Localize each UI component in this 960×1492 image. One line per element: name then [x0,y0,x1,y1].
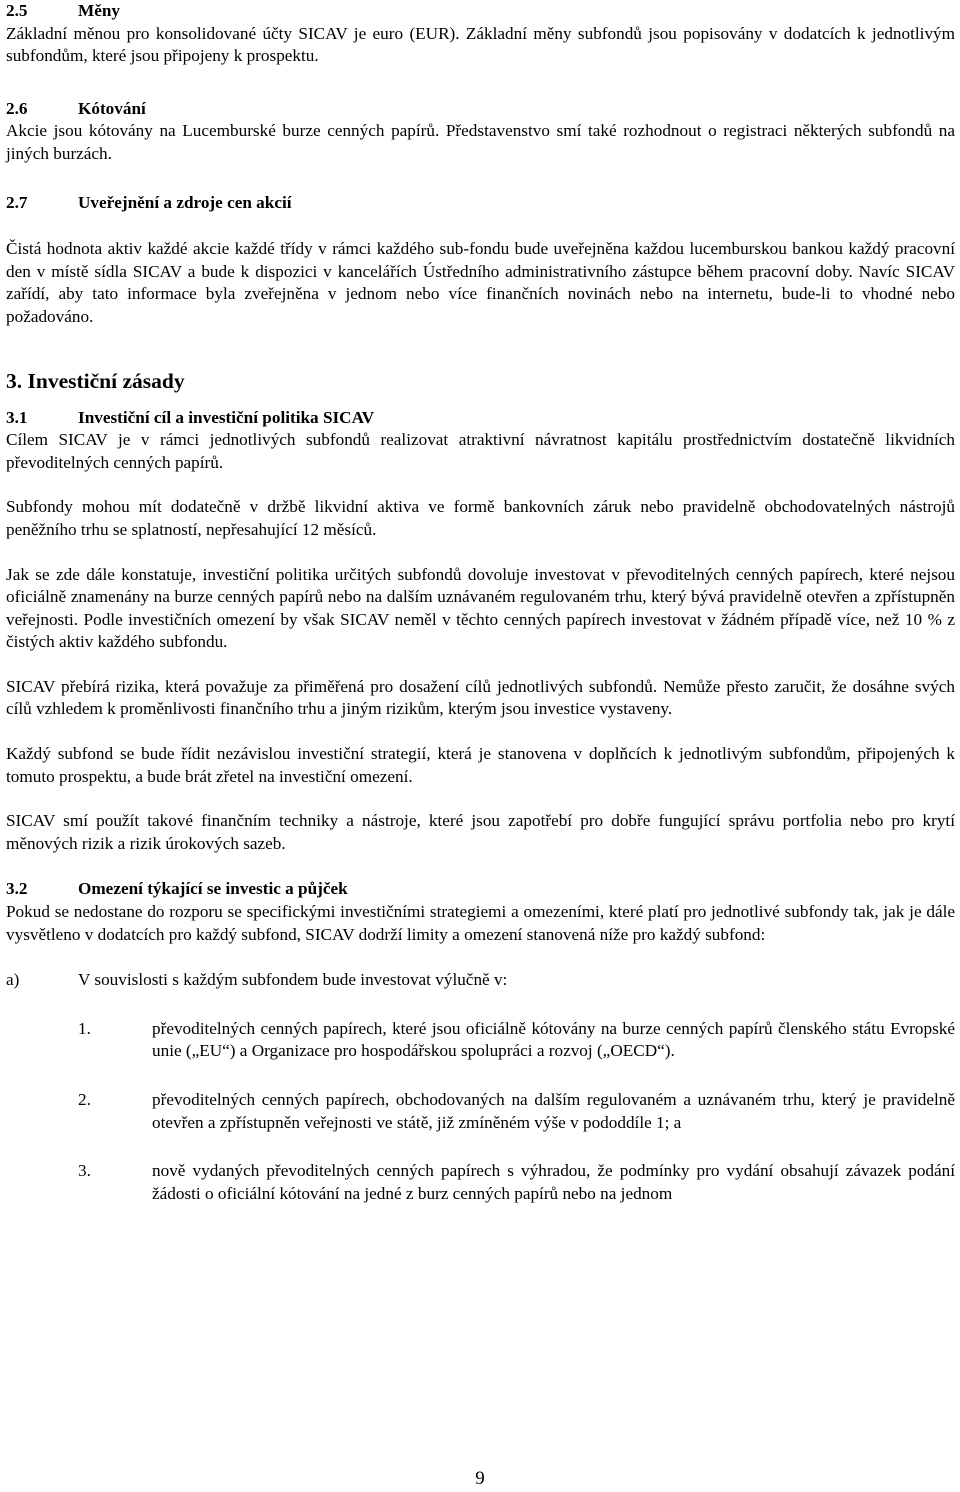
heading-3-1 [6,407,955,430]
heading-2-7 [6,192,955,215]
heading-3-2 [6,878,955,901]
heading-number: 3.1 [6,407,28,427]
list-item-2 [6,1089,955,1134]
section-heading-3: 3. Investiční zásady [6,368,185,393]
page-content [6,0,955,1205]
list-label: 1. [78,1018,91,1038]
heading-title: Kótování [78,98,146,118]
paragraph: Každý subfond se bude řídit nezávislou investiční strategií, která je stanovena v doplňcích k jednotlivým subfondům, připojených k tomuto prospektu, a bude brát zřetel na investiční omezení. [6,744,955,786]
paragraph: SICAV smí použít takové finančním techniky a nástroje, které jsou zapotřebí pro dobře fungující správu portfolia nebo pro krytí měnových rizik a rizik úrokových sazeb. [6,811,955,853]
heading-title: Měny [78,1,121,20]
list-label: 3. [78,1161,91,1181]
list-text: nově vydaných převoditelných cenných papírech s výhradou, že podmínky pro vydání obsahují závazek podání žádosti o oficiální kótování na jedné z burz cenných papírů nebo na jednom [152,1161,955,1203]
list-label: a) [6,970,20,990]
paragraph: Subfondy mohou mít dodatečně v držbě likvidní aktiva ve formě bankovních záruk nebo pravidelně obchodovatelných nástrojů peněžního trhu se splatností, nepřesahující 12 měsíců. [6,497,955,539]
heading-number: 2.5 [6,1,28,20]
paragraph: Akcie jsou kótovány na Lucemburské burze cenných papírů. Představenstvo smí také rozhodnout o registraci některých subfondů na jiných burzách. [6,121,955,163]
list-item-a [6,969,955,992]
heading-2-6 [6,98,955,121]
list-item-3 [6,1160,955,1205]
paragraph: Základní měnou pro konsolidované účty SICAV je euro (EUR). Základní měny subfondů jsou popisovány v dodatcích k jednotlivým subfondům, které jsou připojeny k prospektu. [6,23,955,66]
heading-title: Investiční cíl a investiční politika SICAV [78,407,375,427]
paragraph: Jak se zde dále konstatuje, investiční politika určitých subfondů dovoluje investovat v převoditelných cenných papírech, které nejsou oficiálně znamenány na burze cenných papírů nebo na dalším uznávaném regulovaném trhu, který bývá pravidelně otevřen a zpřístupněn veřejnosti. Podle investičních omezení by však SICAV neměl v těchto cenných papírech investovat v žádném případě více, než 10 % z čistých aktiv každého subfondu. [6,564,955,652]
paragraph: SICAV přebírá rizika, která považuje za přiměřená pro dosažení cílů jednotlivých subfondů. Nemůže přesto zaručit, že dosáhne svých cílů vzhledem k proměnlivosti finančního trhu a jiným rizikům, kterým jsou investice vystaveny. [6,676,955,719]
paragraph: Čistá hodnota aktiv každé akcie každé třídy v rámci každého sub-fondu bude uveřejněna každou lucemburskou bankou každý pracovní den v místě sídla SICAV a bude k dispozici v kancelářích Ústředního administrativního zástupce během pracovní doby. Navíc SICAV zařídí, aby tato informace byla zveřejněna v jednom nebo více finančních novinách nebo na internetu, bude-li to vhodné nebo požadováno. [6,239,955,326]
list-label: 2. [78,1090,91,1109]
paragraph: Pokud se nedostane do rozporu se specifickými investičními strategiemi a omezeními, které platí pro jednotlivé subfondy tak, jak je dále vysvětleno v dodatcích pro každý subfond, SICAV dodrží limity a omezení stanovená níže pro každý subfond: [6,902,955,944]
heading-title: Uveřejnění a zdroje cen akcií [78,192,292,212]
heading-number: 3.2 [6,879,28,899]
list-item-1 [6,1018,955,1063]
list-text: převoditelných cenných papírech, obchodovaných na dalším regulovaném a uznávaném trhu, který je pravidelně otevřen a zpřístupněn veřejnosti ve státě, již zmíněném výše v pododdíle 1; a [152,1090,955,1132]
heading-2-5 [6,0,955,23]
list-text: převoditelných cenných papírech, které jsou oficiálně kótovány na burze cenných papírů členského státu Evropské unie („EU“) a Organizace pro hospodářskou spolupráci a rozvoj („OECD“). [152,1018,955,1061]
heading-number: 2.6 [6,98,28,118]
heading-number: 2.7 [6,192,28,212]
list-text: V souvislosti s každým subfondem bude investovat výlučně v: [78,970,508,990]
page-number: 9 [475,1468,485,1489]
heading-title: Omezení týkající se investic a půjček [78,879,348,899]
paragraph: Cílem SICAV je v rámci jednotlivých subfondů realizovat atraktivní návratnost kapitálu prostřednictvím dostatečně likvidních převoditelných cenných papírů. [6,430,955,472]
